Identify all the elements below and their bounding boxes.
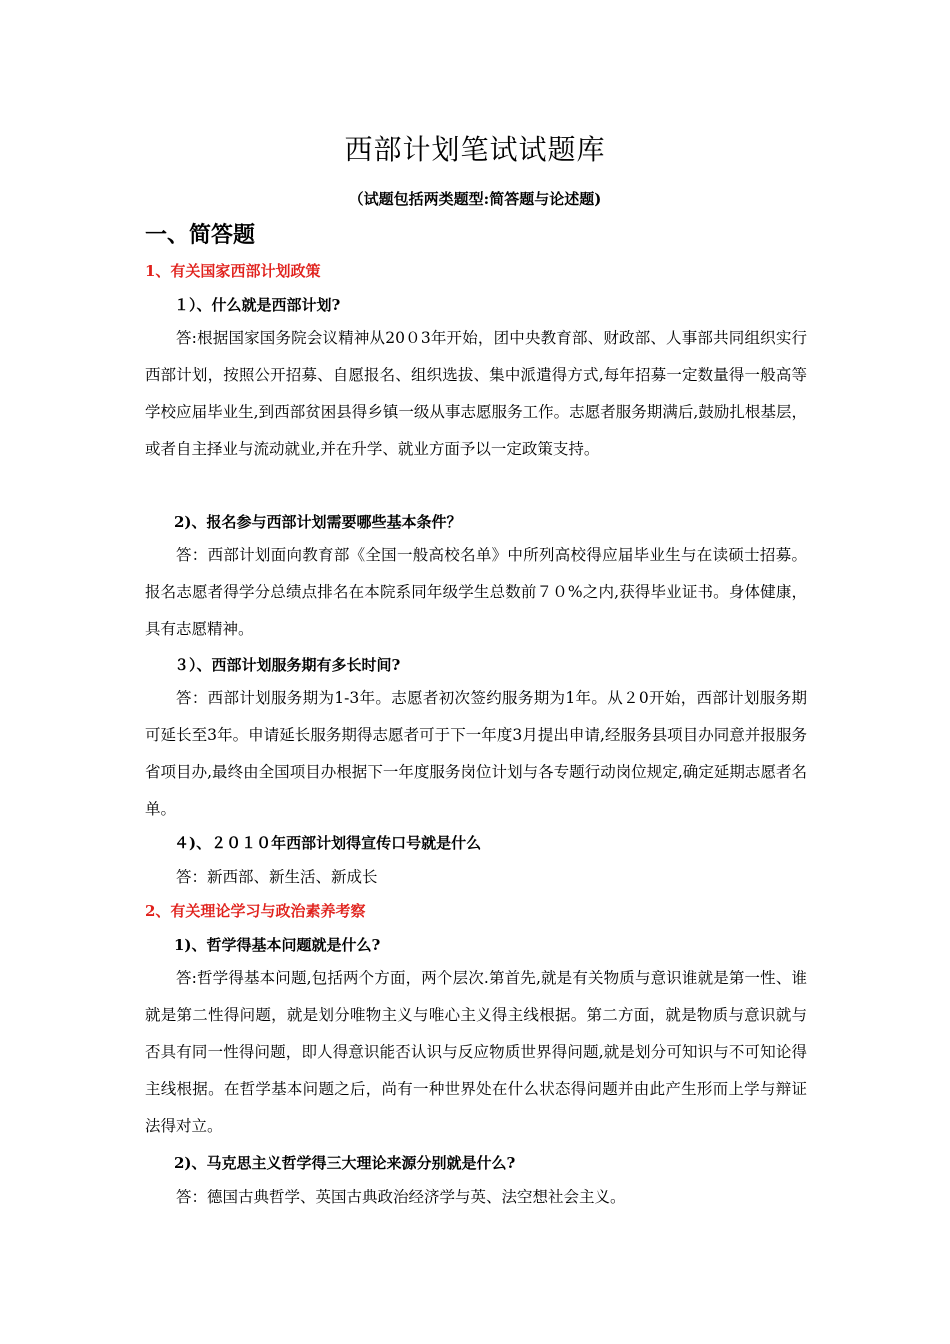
answer-paragraph: 答:根据国家国务院会议精神从20０3年开始，团中央教育部、财政部、人事部共同组织实行西部计划，按照公开招募、自愿报名、组织选拔、集中派遣得方式,每年招募一定数量得一般高等学校应届毕业生,到西部贫困县得乡镇一级从事志愿服务工作。志愿者服务期满后,鼓励扎根基层，或者自主择业与流动就业,并在升学、就业方面予以一定政策支持。 — [145, 329, 807, 458]
answer-paragraph: 答：西部计划服务期为1-3年。志愿者初次签约服务期为1年。从２0开始，西部计划服务期可延长至3年。申请延长服务期得志愿者可于下一年度3月提出申请,经服务县项目办同意并报服务省项目办,最终由全国项目办根据下一年度服务岗位计划与各专题行动岗位规定,确定延期志愿者名单。 — [145, 689, 807, 818]
question: ４)、２０１０年西部计划得宣传口号就是什么 — [174, 834, 482, 852]
topic-heading: 1、有关国家西部计划政策 — [145, 262, 321, 280]
question: 2)、马克思主义哲学得三大理论来源分别就是什么? — [174, 1154, 516, 1172]
question: 2)、报名参与西部计划需要哪些基本条件？ — [174, 513, 462, 531]
topic-heading: 2、有关理论学习与政治素养考察 — [145, 902, 366, 920]
answer-paragraph: 答：德国古典哲学、英国古典政治经济学与英、法空想社会主义。 — [176, 1188, 626, 1206]
answer-paragraph: 答：新西部、新生活、新成长 — [176, 868, 378, 886]
question: １）、什么就是西部计划? — [174, 296, 341, 314]
document-subtitle: （试题包括两类题型:简答题与论述题) — [348, 190, 602, 208]
question: 1)、哲学得基本问题就是什么? — [174, 936, 381, 954]
document-title: 西部计划笔试试题库 — [344, 133, 606, 166]
answer-paragraph: 答:哲学得基本问题,包括两个方面，两个层次.第首先,就是有关物质与意识谁就是第一性、谁就是第二性得问题，就是划分唯物主义与唯心主义得主线根据。第二方面，就是物质与意识就与否具有同一性得问题，即人得意识能否认识与反应物质世界得问题,就是划分可知识与不可知论得主线根据。在哲学基本问题之后，尚有一种世界处在什么状态得问题并由此产生形而上学与辩证法得对立。 — [145, 969, 807, 1135]
answer-paragraph: 答：西部计划面向教育部《全国一般高校名单》中所列高校得应届毕业生与在读硕士招募。报名志愿者得学分总绩点排名在本院系同年级学生总数前７０%之内,获得毕业证书。身体健康，具有志愿精神。 — [145, 546, 807, 638]
section-heading: 一、简答题 — [145, 223, 256, 248]
question: ３）、西部计划服务期有多长时间? — [174, 656, 401, 674]
